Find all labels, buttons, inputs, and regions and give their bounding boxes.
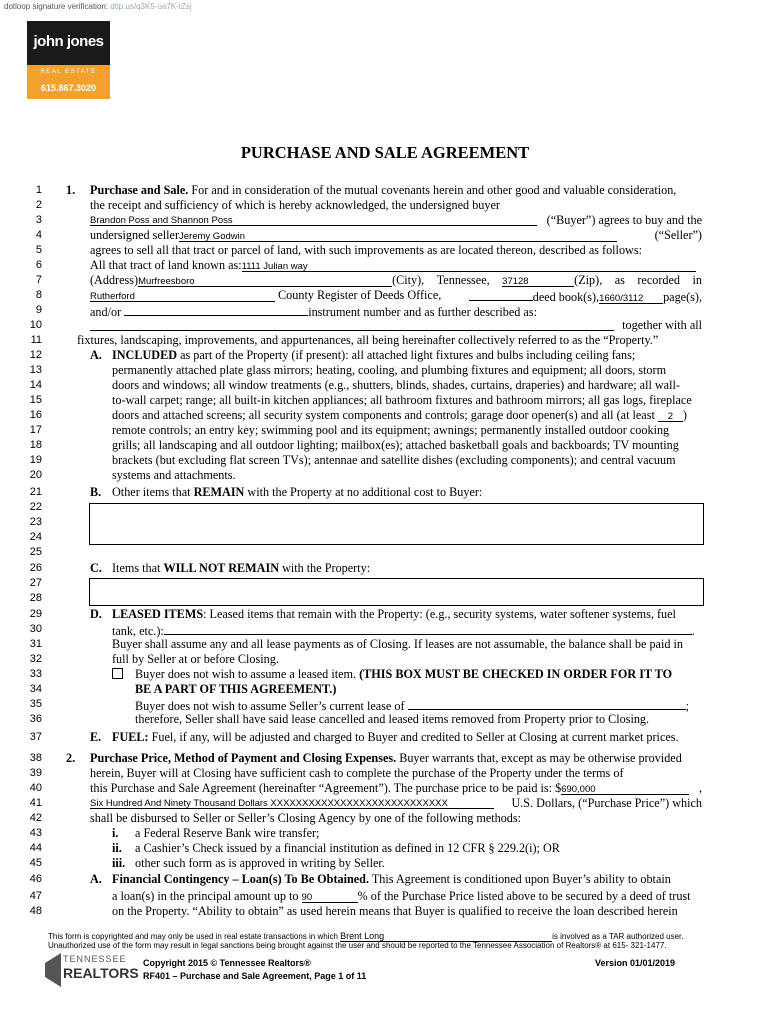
text: REMAIN (193, 485, 245, 499)
method-i-text: a Federal Reserve Bank wire transfer; (135, 826, 320, 840)
section-1-line-8 (90, 288, 702, 304)
text: % of the Purchase Price listed above to be secured by a deed of trust (357, 889, 691, 903)
item-c-label: C. (90, 561, 102, 575)
line-number: 28 (29, 592, 42, 604)
agent-name-field[interactable]: Brent Long (340, 931, 385, 941)
line-number: 13 (29, 364, 42, 376)
dotloop-link[interactable]: dtlp.us/q3K5-oa7K-tZsj (110, 2, 192, 11)
text: Items that (112, 561, 161, 575)
tar-line-2: REALTORS (63, 965, 139, 981)
line-number: 45 (29, 857, 42, 869)
item-a-line-20: systems and attachments. (112, 468, 236, 482)
text: (City), (392, 273, 425, 287)
section-2-heading: Purchase Price, Method of Payment and Closing Expenses. (90, 751, 397, 765)
line-number: 12 (29, 349, 42, 361)
text: together with all (622, 318, 702, 332)
section-1-line-9 (90, 303, 537, 319)
section-2-line-46 (112, 872, 702, 886)
text: as (614, 273, 625, 287)
footer-version: Version 01/01/2019 (595, 958, 676, 968)
text: (THIS BOX MUST BE CHECKED IN ORDER FOR IT TO (359, 667, 673, 681)
price-in-words-field[interactable]: Six Hundred And Ninety Thousand Dollars XXXXXXXXXXXXXXXXXXXXXXXXXXXX (90, 798, 448, 809)
line-number: 25 (29, 546, 42, 558)
item-a-line-18 (112, 438, 702, 452)
text: , (698, 781, 702, 795)
line-number: 34 (29, 683, 42, 695)
line-number: 32 (29, 653, 42, 665)
realtors-emblem-icon (45, 953, 61, 987)
text: as part of the Property (if present): all attached light fixtures and bulbs including ceiling fans; (180, 348, 636, 362)
text: herein, Buyer will at Closing have sufficient cash to complete the purchase of the Property under the terms of (90, 766, 624, 780)
text: This form is copyrighted and may only be used in real estate transactions in which (48, 932, 338, 941)
logo-name: john jones (33, 33, 104, 50)
text: (Zip), (574, 273, 603, 287)
item-a-line-12 (112, 348, 702, 362)
text: with the Property: (282, 561, 371, 575)
logo-phone: 615.867.3020 (40, 83, 97, 93)
method-ii-label: ii. (112, 841, 122, 855)
legal-description-field[interactable] (90, 318, 614, 331)
line-number: 9 (35, 304, 42, 316)
remote-count-field[interactable]: 2 (667, 411, 674, 422)
line-number: 7 (35, 274, 42, 286)
line-number: 1 (35, 184, 42, 196)
text: For and in consideration of the mutual covenants herein and other good and valuable consideration, (191, 183, 677, 197)
section-1-line-7 (90, 273, 702, 287)
line-number: 30 (29, 623, 42, 635)
text: : Leased items that remain with the Property: (e.g., security systems, water softener systems, fuel (203, 607, 676, 621)
text: deed book(s), (532, 290, 600, 304)
text: permanently attached plate glass mirrors; heating, cooling, and plumbing fixtures and equipment; all doors, storm (112, 363, 667, 377)
text: undersigned seller (90, 228, 180, 242)
item-a-line-13 (112, 363, 702, 377)
item-d-line-33 (112, 667, 672, 681)
city-field[interactable]: Murfreesboro (138, 276, 195, 287)
line-number: 47 (29, 890, 42, 902)
section-1-line-1 (90, 183, 702, 197)
text: (“Seller”) (654, 228, 702, 242)
dotloop-label: dotloop signature verification: (4, 2, 109, 11)
item-e-text (112, 730, 679, 744)
text: Buyer shall assume any and all lease payments as of Closing. If leases are not assumable, the balance shall be paid in (112, 637, 683, 651)
line-number: 11 (30, 334, 42, 346)
section-1-number: 1. (66, 183, 76, 197)
section-1-line-10 (90, 318, 702, 332)
text: and/or (90, 305, 122, 319)
section-2-line-40 (90, 781, 702, 795)
text: recorded (637, 273, 681, 287)
text: Buyer does not wish to assume Seller’s current lease of (135, 699, 405, 713)
text: on the Property. “Ability to obtain” as used herein means that Buyer is qualified to receive the loan described herein (112, 904, 678, 918)
line-number: 48 (29, 905, 42, 917)
item-b-text (112, 485, 482, 499)
section-2-line-48 (112, 904, 702, 918)
county-field[interactable]: Rutherford (90, 291, 135, 302)
text: (Address) (90, 273, 139, 287)
section-1-line-4 (90, 228, 702, 242)
item-c-text (112, 561, 370, 575)
text: Buyer does not wish to assume a leased item. (135, 667, 357, 681)
text: Fuel, if any, will be adjusted and charged to Buyer and credited to Seller at Closing at current market prices. (151, 730, 679, 744)
text: FUEL: (112, 730, 149, 744)
section-1-line-2: the receipt and sufficiency of which is hereby acknowledged, the undersigned buyer (90, 198, 500, 212)
line-number: 14 (29, 379, 42, 391)
section-2-line-38 (90, 751, 702, 765)
item-d-line-35 (135, 697, 689, 713)
method-iii-label: iii. (112, 856, 126, 870)
text: County Register of Deeds Office, (278, 288, 442, 302)
text: with the Property at no additional cost to Buyer: (247, 485, 483, 499)
section-2-line-41 (90, 796, 702, 810)
line-number: 29 (29, 608, 42, 620)
section-2-number: 2. (66, 751, 76, 765)
dotloop-verification (4, 2, 192, 11)
line-number: 35 (29, 698, 42, 710)
item-a-label: A. (90, 348, 102, 362)
section-1-line-6 (90, 258, 696, 272)
text: is involved as a TAR authorized user. (552, 932, 684, 941)
instrument-number-field[interactable] (124, 303, 308, 316)
lease-item-field[interactable] (408, 697, 686, 710)
document-title: PURCHASE AND SALE AGREEMENT (240, 143, 530, 162)
item-d-line-34: BE A PART OF THIS AGREEMENT.) (135, 682, 337, 696)
section-1-line-11: fixtures, landscaping, improvements, and appurtenances, all being hereinafter collectively referred to as the “Property.” (77, 333, 659, 347)
tar-line-1: TENNESSEE (63, 954, 127, 964)
line-number: 6 (35, 259, 42, 271)
line-number: 41 (29, 797, 42, 809)
line-number: 4 (35, 229, 42, 241)
footer-copyright: Copyright 2015 © Tennessee Realtors® (143, 958, 311, 968)
line-number: 46 (29, 873, 42, 885)
line-number: 44 (29, 842, 42, 854)
deed-book-field[interactable] (469, 288, 533, 301)
text: Tennessee, (436, 273, 490, 287)
loan-percent-field[interactable]: 90 (301, 892, 313, 903)
section-2-item-a-label: A. (90, 872, 102, 886)
line-number: 37 (29, 731, 42, 743)
item-d-line-32: full by Seller at or before Closing. (112, 652, 279, 666)
line-number: 27 (29, 577, 42, 589)
line-number: 16 (29, 409, 42, 421)
section-1-heading: Purchase and Sale. (90, 183, 189, 197)
item-a-line-14 (112, 378, 702, 392)
text: tank, etc.): (112, 624, 164, 638)
line-number: 5 (35, 244, 42, 256)
item-d-label: D. (90, 607, 102, 621)
text: LEASED ITEMS (112, 607, 204, 621)
item-d-line-29 (112, 607, 702, 621)
item-d-line-31 (112, 637, 702, 651)
no-lease-checkbox[interactable] (112, 668, 123, 679)
line-number: 31 (29, 638, 42, 650)
text: page(s), (663, 290, 702, 304)
purchase-price-field[interactable]: 690,000 (561, 784, 596, 795)
buyer-name-field[interactable]: Brandon Poss and Shannon Poss (90, 215, 233, 226)
text: remote controls; an entry key; swimming pool and its equipment; awnings; permanently installed outdoor cooking (112, 423, 670, 437)
line-number: 20 (29, 469, 42, 481)
line-number: 3 (35, 214, 42, 226)
text: WILL NOT REMAIN (163, 561, 280, 575)
section-2-line-39 (90, 766, 702, 780)
remain-items-box[interactable] (89, 503, 704, 545)
not-remain-items-box[interactable] (89, 578, 704, 606)
line-number: 43 (29, 827, 42, 839)
text: Financial Contingency – Loan(s) To Be Obtained. (112, 872, 369, 886)
item-a-line-17 (112, 423, 702, 437)
footer-form-name: RF401 – Purchase and Sale Agreement, Page 1 of 11 (143, 971, 367, 981)
seller-name-field[interactable]: Jeremy Godwin (179, 231, 246, 242)
tennessee-realtors-logo (45, 950, 139, 988)
text: grills; all landscaping and all outdoor lighting; mailbox(es); attached basketball goals and backboards; TV mounting (112, 438, 679, 452)
text: All that tract of land known as: (90, 258, 242, 272)
page-field[interactable]: 1660/3112 (599, 293, 644, 304)
item-a-line-15 (112, 393, 702, 407)
method-ii-text: a Cashier’s Check issued by a financial institution as defined in 12 CFR § 229.2(i); OR (135, 841, 560, 855)
text: U.S. Dollars, (“Purchase Price”) which (511, 796, 702, 810)
line-number: 8 (35, 289, 42, 301)
text: in (692, 273, 702, 287)
leased-items-field[interactable] (164, 622, 692, 635)
section-1-line-5: agrees to sell all that tract or parcel of land, with such improvements as are located thereon, described as follows: (90, 243, 642, 257)
line-number: 17 (29, 424, 42, 436)
text: doors and windows; all window treatments (e.g., shutters, blinds, shades, curtains, draperies) and hardware; all wall- (112, 378, 680, 392)
method-iii-text: other such form as is approved in writing by Seller. (135, 856, 385, 870)
text: to-wall carpet; range; all built-in kitchen appliances; all bathroom fixtures and bathroom mirrors; all gas logs, fireplace (112, 393, 692, 407)
method-i-label: i. (112, 826, 119, 840)
text: Buyer warrants that, except as may be otherwise provided (399, 751, 682, 765)
text: brackets (but excluding flat screen TVs); antennae and satellite dishes (excluding components); and central vacuum (112, 453, 676, 467)
line-number: 22 (29, 501, 42, 513)
section-2-line-42: shall be disbursed to Seller or Seller’s Closing Agency by one of the following methods: (90, 811, 522, 825)
line-number: 40 (29, 782, 42, 794)
section-1-line-3 (90, 213, 702, 227)
line-number: 2 (35, 199, 42, 211)
line-number: 19 (29, 454, 42, 466)
item-d-line-36: therefore, Seller shall have said lease cancelled and leased items removed from Property prior to Closing. (135, 712, 650, 726)
text: Other items that (112, 485, 191, 499)
item-b-label: B. (90, 485, 102, 499)
line-number: 23 (29, 516, 42, 528)
line-number: 39 (29, 767, 42, 779)
line-number: 38 (29, 752, 42, 764)
line-number: 26 (29, 562, 42, 574)
text: (“Buyer”) agrees to buy and the (546, 213, 702, 227)
line-number: 15 (29, 394, 42, 406)
line-number: 21 (29, 486, 42, 498)
item-e-label: E. (90, 730, 102, 744)
text: instrument number and as further described as: (308, 305, 537, 319)
item-d-line-30: tank, etc.): . (112, 624, 695, 638)
line-number: 36 (29, 713, 42, 725)
logo-subtitle: REAL ESTATE (40, 69, 97, 75)
text: INCLUDED (112, 348, 178, 362)
line-number: 18 (29, 439, 42, 451)
text: a loan(s) in the principal amount up to (112, 889, 299, 903)
brokerage-logo (27, 21, 110, 99)
zip-field[interactable]: 37128 (502, 276, 529, 287)
section-2-line-47 (112, 889, 702, 903)
footer-unauthorized-notice: Unauthorized use of the form may result in legal sanctions being brought against the user and should be reported to the Tennessee Association of Realtors® at 615- 321-1477. (48, 941, 667, 950)
line-number: 42 (29, 812, 42, 824)
text: this Purchase and Sale Agreement (hereinafter “Agreement”). The purchase price to be paid is: $ (90, 781, 562, 795)
item-a-line-19 (112, 453, 702, 467)
text: ) (682, 408, 687, 422)
text: ; (685, 699, 689, 713)
text: doors and attached screens; all security system components and controls; garage door opener(s) and all (at least (112, 408, 655, 422)
property-address-field[interactable]: 1111 Julian way (241, 261, 308, 272)
line-number: 33 (29, 668, 42, 680)
line-number: 24 (29, 531, 42, 543)
line-number: 10 (29, 319, 42, 331)
item-a-line-16 (112, 408, 687, 422)
text: This Agreement is conditioned upon Buyer’s ability to obtain (371, 872, 671, 886)
